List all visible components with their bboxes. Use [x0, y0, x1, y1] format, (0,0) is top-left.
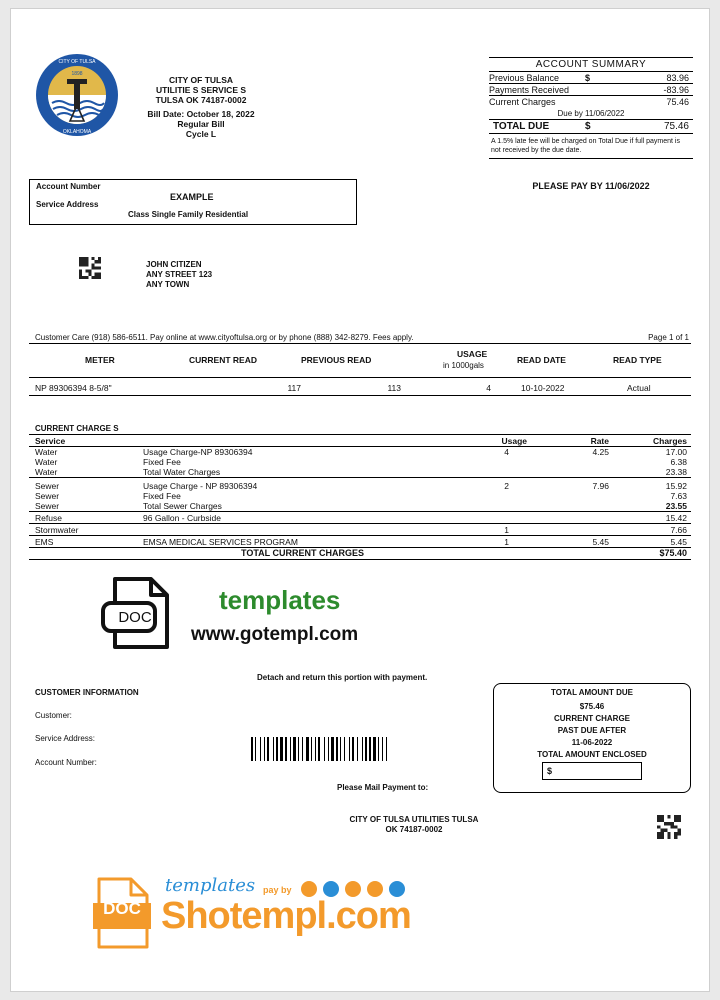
late-fee-note: A 1.5% late fee will be charged on Total Due if full payment is not received by the due date.	[489, 134, 693, 159]
doc-label: DOC	[118, 609, 152, 626]
account-box	[29, 179, 357, 225]
barcode-bar	[369, 737, 371, 761]
barcode-bar	[315, 737, 316, 761]
box-past-due-date: 11-06-2022	[571, 738, 613, 747]
svg-text:OKLAHOMA: OKLAHOMA	[62, 129, 92, 135]
footer-script: templates	[165, 875, 256, 896]
col-current-read: CURRENT READ	[189, 355, 257, 365]
barcode-bar	[267, 737, 269, 761]
detach-instruction: Detach and return this portion with payment.	[257, 673, 428, 682]
divider	[29, 434, 691, 435]
customer-care-line: Customer Care (918) 586-6511. Pay online at www.cityoftulsa.org or by phone (888) 342-8279. Fees apply.	[35, 333, 414, 342]
service-address-value: Class Single Family Residential	[128, 210, 249, 219]
barcode-bar	[349, 737, 350, 761]
barcode-bar	[298, 737, 299, 761]
col-meter: METER	[85, 355, 115, 365]
customer-address-block	[146, 260, 212, 290]
col-usage-unit: in 1000gals	[443, 361, 484, 370]
mail-payee-name: CITY OF TULSA UTILITIES TULSA	[349, 815, 479, 824]
barcode-bar	[290, 737, 291, 761]
barcode-bar	[273, 737, 274, 761]
barcode-bar	[276, 737, 278, 761]
qr-code-icon	[657, 815, 681, 839]
charge-row: Water Total Water Charges 23.38	[35, 467, 687, 477]
charge-row: Refuse 96 Gallon - Curbside 15.42	[35, 513, 687, 523]
barcode-bar	[336, 737, 338, 761]
account-number-value: EXAMPLE	[170, 192, 214, 202]
barcode-bar	[386, 737, 387, 761]
barcode-bar	[285, 737, 287, 761]
footer-pay-by: pay by	[263, 885, 292, 895]
charge-row: Water Fixed Fee 6.38	[35, 457, 687, 467]
account-summary	[489, 57, 693, 159]
payment-barcode	[251, 737, 459, 761]
charge-row: EMS EMSA MEDICAL SERVICES PROGRAM 1 5.45 5.45	[35, 537, 687, 547]
bill-sheet: 1898 CITY OF TULSA OKLAHOMA CITY OF TULSA UTILITIE S SERVICE S TULSA OK 74187-0002 Bill Date: October 18, 2022 Regular Bill Cycle L ACCOUNT SUMMARY Previous Balance $ 83.96 Payments Received -83.96 Current Charges 75.46 Due by 11/06/2022 TOTAL DUE $ 75.46 A 1.5% late fee will be charged on Total Due if full payment is not received by the due date. PLEASE PAY BY 11/06/2022 Account Number EXAMPLE Service Address Class Single Family Residential JOHN CITIZEN ANY STREET 123 ANY TOWN Customer Care (918) 586-6511. Pay online at www.cityoftulsa.org or by phone (888) 342-8279. Fees apply. Page 1 of 1 METER CURRENT READ PREVIOUS READ USAGE in 1000gals READ DATE READ TYPE NP 89306394 8-5/8" 117 113 4 10-10-2022 Actual CURRENT CHARGE S Service Usage Rate Charges Water Usage Charge-NP 89306394 4 4.25 17.00 Water Fixed Fee 6.38 Water Total Water Charges 23.38 Sewer Usage Charge - NP 89306394 2 7.96 15.92 Sewer Fixed Fee 7.63 Sewer Total Sewer Charges 23.55 Refuse 96 Gallon - Curbside 15.42 Stormwater 1 7.66 EMS EMSA MEDICAL SERVICES PROGRAM 1 5.45 5.45 TOTAL CURRENT CHARGES $75.40 DOC templates www.gotempl.com Detach and return this portion with payment. CUSTOMER INFORMATION Customer: Service Address: Account Number: Please Mail Payment to: CITY OF TULSA UTILITIES TULSA OK 74187-0002 TOTAL AMOUNT DUE $75.46 CURRENT CHARGE PAST DUE AFTER 11-06-2022 TOTAL AMOUNT ENCLOSED $ DOC templates pay by Shotempl.com	[10, 8, 710, 992]
barcode-bar	[293, 737, 296, 761]
city-seal-logo	[35, 53, 119, 137]
footer-doc-label: DOC	[103, 899, 141, 918]
barcode-bar	[352, 737, 354, 761]
barcode-bar	[365, 737, 367, 761]
charge-row: Water Usage Charge-NP 89306394 4 4.25 17.00	[35, 447, 687, 457]
mail-payee-zip: OK 74187-0002	[385, 825, 443, 834]
amount-enclosed-field[interactable]: $	[542, 762, 642, 780]
bill-date: Bill Date: October 18, 2022	[147, 109, 255, 119]
total-current-charges: TOTAL CURRENT CHARGES $75.40	[241, 548, 687, 558]
barcode-bar	[318, 737, 320, 761]
divider	[29, 395, 691, 396]
stub-account-number-label: Account Number:	[35, 758, 97, 767]
summary-row: Previous Balance $ 83.96	[489, 72, 693, 84]
barcode-bar	[382, 737, 383, 761]
divider	[29, 559, 691, 560]
box-past-due: PAST DUE AFTER	[557, 726, 627, 735]
barcode-bar	[264, 737, 265, 761]
barcode-bar	[328, 737, 329, 761]
charge-row: Stormwater 1 7.66	[35, 525, 687, 535]
barcode-bar	[311, 737, 312, 761]
col-usage: USAGE	[457, 349, 488, 359]
summary-due-by: Due by 11/06/2022	[489, 108, 693, 120]
barcode-bar	[260, 737, 261, 761]
charges-table	[29, 447, 691, 560]
barcode-bar	[378, 737, 379, 761]
city-address: TULSA OK 74187-0002	[155, 95, 247, 105]
customer-name: JOHN CITIZEN	[146, 260, 202, 269]
col-previous-read: PREVIOUS READ	[301, 355, 372, 365]
charges-title: CURRENT CHARGE S	[35, 424, 119, 433]
charges-header: Service Usage Rate Charges	[35, 436, 687, 446]
barcode-bar	[255, 737, 256, 761]
page-number: Page 1 of 1	[648, 333, 689, 342]
summary-title: ACCOUNT SUMMARY	[489, 57, 693, 72]
divider	[29, 377, 691, 378]
stub-customer-label: Customer:	[35, 711, 72, 720]
charge-row: Sewer Fixed Fee 7.63	[35, 491, 687, 501]
col-read-date: READ DATE	[517, 355, 566, 365]
box-enclosed-label: TOTAL AMOUNT ENCLOSED	[537, 750, 647, 759]
city-name: CITY OF TULSA	[168, 75, 234, 85]
utility-header	[131, 75, 271, 139]
customer-info-title: CUSTOMER INFORMATION	[35, 688, 139, 697]
box-current-charge: CURRENT CHARGE	[554, 714, 630, 723]
barcode-bar	[306, 737, 309, 761]
barcode-bar	[331, 737, 334, 761]
customer-town: ANY TOWN	[146, 280, 190, 289]
watermark-brand: templates	[219, 585, 341, 615]
stub-service-address-label: Service Address:	[35, 734, 96, 743]
charge-row: Sewer Total Sewer Charges 23.55	[35, 501, 687, 511]
svg-text:1898: 1898	[71, 71, 83, 77]
bill-cycle: Cycle L	[185, 129, 217, 139]
summary-row: Current Charges 75.46	[489, 97, 689, 107]
summary-row: Payments Received -83.96	[489, 84, 693, 96]
bill-type: Regular Bill	[177, 119, 225, 129]
col-read-type: READ TYPE	[613, 355, 662, 365]
customer-street: ANY STREET 123	[146, 270, 213, 279]
barcode-bar	[251, 737, 253, 761]
footer-brand: Shotempl.com	[161, 895, 411, 937]
svg-text:CITY OF TULSA: CITY OF TULSA	[58, 59, 96, 65]
charge-row: Sewer Usage Charge - NP 89306394 2 7.96 15.92	[35, 481, 687, 491]
barcode-bar	[373, 737, 376, 761]
barcode-bar	[280, 737, 283, 761]
please-pay-by: PLEASE PAY BY 11/06/2022	[532, 181, 650, 191]
box-title: TOTAL AMOUNT DUE	[551, 688, 633, 697]
barcode-bar	[302, 737, 303, 761]
watermark-url: www.gotempl.com	[191, 624, 359, 645]
service-address-label: Service Address	[36, 200, 99, 209]
department-name: UTILITIE S SERVICE S	[155, 85, 247, 95]
qr-code-icon	[79, 257, 101, 279]
divider	[29, 343, 691, 344]
summary-total-due: TOTAL DUE $ 75.46	[489, 120, 693, 134]
mail-payment-label: Please Mail Payment to:	[337, 783, 429, 792]
account-number-label: Account Number	[36, 182, 101, 191]
total-amount-due-box	[493, 683, 691, 793]
barcode-bar	[324, 737, 325, 761]
barcode-bar	[362, 737, 363, 761]
barcode-bar	[340, 737, 341, 761]
barcode-bar	[344, 737, 345, 761]
box-amount: $75.46	[579, 702, 605, 711]
barcode-bar	[357, 737, 358, 761]
